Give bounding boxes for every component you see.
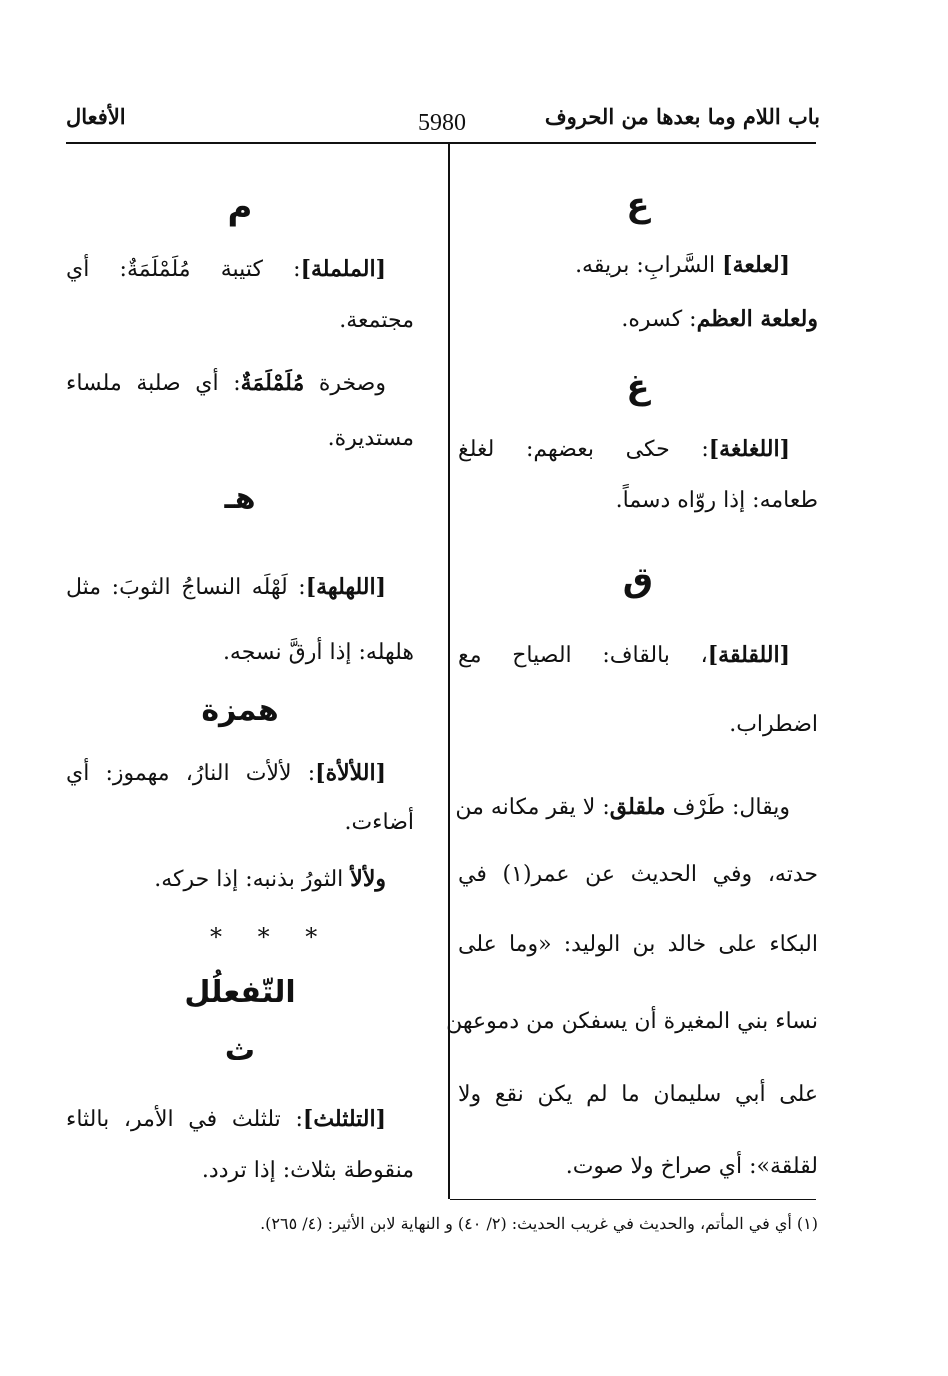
entry-text: : لألأت النارُ، مهموز: أي — [66, 761, 316, 786]
entry-text: : لَهْلَه النساجُ الثوبَ: مثل — [66, 575, 306, 600]
entry-lalaa-bone — [458, 304, 818, 335]
entry-talathluth — [66, 1104, 386, 1135]
entry-text: : أي صلبة ملساء — [66, 371, 241, 396]
letter-heading-ghain: غ — [626, 367, 650, 407]
entry-text: ويقال: طَرْف — [665, 795, 790, 820]
entry-line: على أبي سليمان ما لم يكن نقع ولا — [458, 1082, 818, 1107]
entry-laqlaqa — [458, 640, 790, 671]
letter-heading-ha: هـ — [224, 481, 256, 516]
page-number: 5980 — [418, 110, 466, 136]
entry-line: مستديرة. — [327, 426, 414, 451]
header-rule — [66, 142, 816, 144]
entry-key: ولعلعة العظم — [696, 306, 818, 332]
entry-line: نساء بني المغيرة أن يسفكن من دموعهن — [446, 1009, 818, 1034]
entry-line: اضطراب. — [729, 712, 818, 737]
entry-key: ملقلق — [609, 794, 666, 820]
entry-line — [66, 368, 386, 399]
entry-text: ، بالقاف: الصياح مع — [458, 643, 708, 668]
entry-key: مُلَمْلَمَةٌ — [240, 370, 305, 396]
running-head-section: الأفعال — [66, 104, 126, 129]
entry-line: مجتمعة. — [339, 308, 414, 333]
entry-line — [455, 792, 790, 823]
entry-lalaa — [458, 250, 790, 281]
footnote: (١) أي في المأتم، والحديث في غريب الحديث: (٢/ ٤٠) و النهاية لابن الأثير: (٤/ ٢٦٥). — [260, 1214, 818, 1233]
entry-malmala — [66, 254, 386, 285]
entry-text: وصخرة — [304, 371, 386, 396]
entry-line: البكاء على خالد بن الوليد: «وما على — [458, 932, 818, 957]
entry-key: [التلثلث] — [302, 1106, 386, 1132]
letter-heading-qaf: ق — [622, 560, 654, 600]
entry-laghlagha — [458, 434, 790, 465]
entry-key: ولألأ — [350, 866, 386, 892]
letter-heading-mim: م — [227, 187, 253, 227]
entry-key: [الململة] — [300, 256, 386, 282]
entry-lalaa-bull — [66, 864, 386, 895]
entry-line: طعامه: إذا روّاه دسماً. — [615, 488, 818, 513]
entry-lalaa-hamza — [66, 758, 386, 789]
entry-line: حدته، وفي الحديث عن عمر(١) في — [458, 862, 818, 887]
footnote-rule — [450, 1199, 816, 1200]
entry-key: [اللهلهة] — [305, 574, 386, 600]
entry-line: أضاءت. — [344, 810, 414, 835]
entry-text: الثورُ بذنبه: إذا حركه. — [154, 867, 351, 892]
entry-lahlaha — [66, 572, 386, 603]
entry-text: السَّرابِ: بريقه. — [575, 253, 723, 278]
entry-key: [اللقلقة] — [707, 642, 790, 668]
running-head-chapter: باب اللام وما بعدها من الحروف — [544, 104, 820, 129]
entry-key: [اللغلغة] — [708, 436, 790, 462]
entry-text: : تلثلث في الأمر، بالثاء — [66, 1107, 303, 1132]
entry-key: [لعلعة] — [722, 252, 790, 278]
section-heading-tafalul: التّفعلُل — [184, 975, 296, 1010]
letter-heading-ain: ع — [626, 185, 650, 225]
letter-heading-tha: ث — [224, 1033, 256, 1068]
entry-line: هلهله: إذا أرقَّ نسجه. — [222, 640, 414, 665]
entry-text: : كتيبة مُلَمْلَمَةٌ: أي — [66, 257, 301, 282]
entry-line: لقلقة»: أي صراخ ولا صوت. — [565, 1154, 818, 1179]
entry-text: : لا يقر مكانه من — [455, 795, 610, 820]
column-divider — [448, 142, 450, 1199]
entry-key: [اللألأة] — [315, 760, 386, 786]
entry-text: : كسره. — [621, 307, 697, 332]
entry-text: : حكى بعضهم: لغلغ — [458, 437, 709, 462]
section-heading-hamza: همزة — [201, 693, 279, 728]
section-ornament: * * * — [210, 923, 332, 951]
entry-line: منقوطة بثلاث: إذا تردد. — [201, 1158, 414, 1183]
